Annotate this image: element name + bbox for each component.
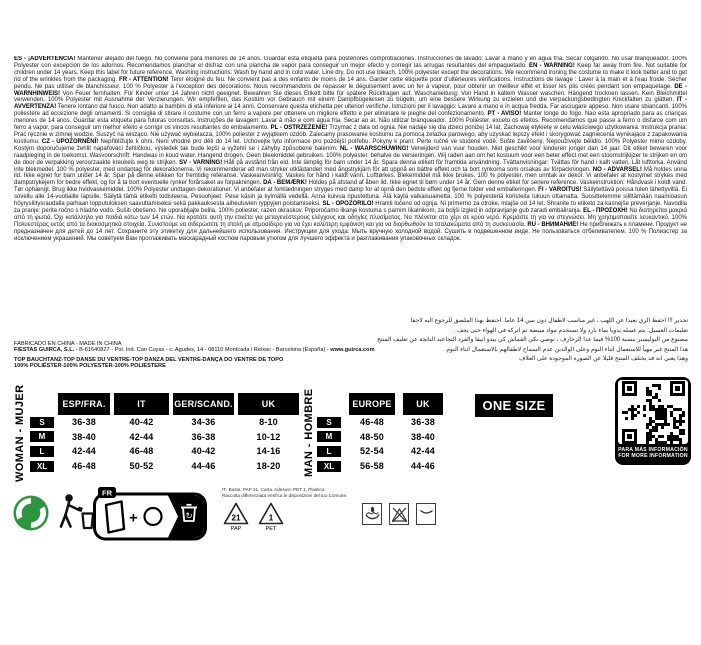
care-text-fi: Säilytettävä poissa tulen lähettyviltä. Ei sovellu alle 14-vuotiaille lapsille. Säilytä tämä etiketti todisteena. Pesuohjeet: Pese käsin ja kylmällä vedellä. Anna kuivua ripustettuna. Älä käytä valkaisuainetta. 100 % polyesteriä koristeita lukuun ottamatta. Suosittelemme silittämään naamioasun höyrysilitysraudalla parhaan lopputuloksen saavuttamiseksi sekä pakkauksesta aiheutuvien ryppyjen poistamiseksi. <box>14 187 687 208</box>
care-text-el: Να διατηρείται μακριά από τη φωτιά. Όχι κατάλληλο για παιδιά κάτω των 14 ετών. Να κρατάτε αυτή την ετικέτα για μεταγενέστερους ελέγχους και οδηγίες πλυσίματος. Να πλένεται στο χέρι σε κρύο νερό. Κρεμάστε τη για να στεγνώσει. Μη χρησιμοποιείτε λευκαντικό. 100% Πολυεστέρας εκτός από τα διακοσμητικά στοιχεία. Συνιστούμε να σιδερώσετε τη στολή με ατμοσίδερο για να έχει καλύτερη εμφάνιση και για να διορθωθούν τα τσαλακώματα από τη συσκευασία. <box>14 207 687 228</box>
care-text-es: Mantener alejado del fuego. No conviene para menores de 14 años. Guardar esta etiqueta para posteriores comprobaciones. Instrucciones de lavado: Lavar a mano y en agua fría. Secar colgando. No usar blanqueador. 100% Polyester con excepción de los adornos. Recomendamos planchar el disfraz con una plancha de vapor para conseguir un mejor efecto y corregir las arrugas resultantes del empaquetado. <box>14 56 687 69</box>
language-label-pl: PL - OSTRZEŻENIE! <box>270 125 328 132</box>
column-header: EUROPE <box>349 393 395 415</box>
language-label-es: ES - ¡ADVERTENCIA! <box>14 56 76 62</box>
size-value: 44-46 <box>191 461 216 472</box>
care-text-it: Tenere lontano dal fuoco. Non adatto ai bambini di età inferiore ai 14 anni. Conservare questa etichetta per ulteriori verifiche. Istruzioni per il lavaggio: Lavare a mano e in acqua fredda. Far asciugare appeso. Non usare sbiancanti. 100% poliestere ad eccezione degli ornamenti. Si consiglia di stirare il costume con un ferro a vapore per ottenere un migliore effetto e per eliminare le pieghe del confezionamento. <box>14 104 687 118</box>
care-text-cz: Nepřibližujte k ohni. Není vhodné pro děti do 14 let. Uchovejte tyto informace pro pozdější potřebu. Pokyny k praní: Perte ručně ve studené vodě. Sušte zavěšený. Nepoužívejte bělidlo. 100% Polyester mimo ozdoby. Kostým doporučujeme žehlit napařovací žehličkou, výsledek tak bude lepší a vyžehlí se i záhyby způsobené balením. <box>14 138 687 152</box>
fr-tab-label: FR <box>102 488 112 498</box>
language-label-en: EN - WARNING! <box>529 62 575 69</box>
language-label-nl: NL - WAARSCHUWING! <box>339 145 409 152</box>
size-value: 40-42 <box>129 417 154 428</box>
size-badge: M <box>317 431 341 442</box>
made-in-line: FABRICADO EN CHINA - MADE IN CHINA <box>14 341 122 347</box>
qr-code <box>622 381 685 444</box>
language-label-de: DE - WARNHINWEIS! <box>14 83 687 97</box>
arabic-line: هذا المنتج غير مهيأ للاستعمال اثناء النوم وعلى الوالدين عدم السماح لاطفالهم بالاستعمال اثناء النوم <box>446 346 688 353</box>
size-value: 46-48 <box>129 446 154 457</box>
care-text-da: Holdes på afstand af åben ild. Ikke egnet til børn under 14 år. Gem denne etiket for senere reference. Vaskeinstruktion: Håndvask i koldt vand. Tør ophængt. Brug ikke hvidvaskemiddel. 100% Polyester undtagen dekorationer. Vi anbefaler at forklædningen stryges med damp for at opnå den bedste effekt og fjerne folder ved emballeringen. <box>14 180 687 194</box>
size-value: 46-48 <box>359 417 385 428</box>
size-value: 18-20 <box>256 461 281 472</box>
care-text-sv: Håll på avstånd från eld. Inte lämplig för barn under 14 år. Spara denna etikett för framtida användning. Tvättanvisningar: Tvättas för hand i kallt vatten. Låt lufttorka. Använd inte blekmedel. 100 % polyester, med undantag för dekorationerna. Vi rekommenderar att man stryker utklädanden med ångstrykjärn för att uppnå en bättre effekt och ta bort rynkorna som orsakas av förpackningen. <box>14 159 687 173</box>
size-value: 44-46 <box>410 461 436 472</box>
size-value: 38-40 <box>71 431 97 442</box>
arabic-notice <box>338 317 688 365</box>
material-code-triangles <box>223 501 284 531</box>
size-value: 36-38 <box>191 431 216 442</box>
care-text-ru: Не приближать к пламени. Продукт не предназначен для детей до 14 лет. Сохраните эту этикетку для дальнейшего использования. Инструкции для ухода: Мыть вручную холодной водой. Сушить в подвешенном виде. Не пользоваться отбеливателем. 100 % Полиэстер за исключением украшений. Мы советуем Вам проглаживать маскарадный костюм паровым утюгом для лучшего эффекта и разглаживания упаковочных складок. <box>14 221 687 242</box>
one-size-badge: ONE SIZE <box>475 394 553 417</box>
qr-finder-icon <box>670 381 685 396</box>
origin-info <box>14 341 375 369</box>
tidyman-icon <box>57 492 95 541</box>
language-label-fr: FR - ATTENTION! <box>119 76 169 83</box>
arabic-line: وهذا يعني انه قد يختلف المنتج قليلا عن الصورة الموجودة على الغلاف <box>519 356 688 363</box>
recycling-triangle-pet-icon <box>258 501 284 531</box>
do-not-bleach-icon <box>389 503 409 525</box>
column-header: IT <box>114 393 169 415</box>
it-recycling-note <box>222 487 347 499</box>
care-text-pt: Manter longe do fogo. Nao esta apropriado para as crianças menores de 14 anos. Guardar esta etiqueta para futuras consultas. Instruções de lavagem: Lavar à mão e com água fria. Secar ao ar. Não utilizar branqueador. 100% Poliéster, exceto os efeitos. Recomendamos que passe a ferro o disfarce com um ferro a vapor, para conseguir um melhor efeito e corrigir os vincos resultantes do embalamento. <box>14 111 687 132</box>
qr-caption-es: PARA MÁS INFORMACIÓN <box>618 447 688 453</box>
size-chart-woman <box>30 392 299 473</box>
language-label-ru: RU - ВНИМАНИЕ! <box>527 221 579 228</box>
size-value: 38-40 <box>410 431 436 442</box>
care-text-sl: Hraniti ločeno od ognja. Ni primerno za otroke, mlajše od 14 let. Shranite to etiketo za kasnejše preverjanje. Navodila za pranje: perite ročno s hladno vodo. Sušiti obešeno. Ne uporabljajte belila. 100% poliester, razen okraskov. Priporočamo likanje kostuma s parnim likalnikom, za boljši izgled in odpravljanje gub zaradi embaliranja. <box>14 201 687 214</box>
arabic-line: مصنوع من البوليستر بنسبة 100% فيما عدا الزخارف ، نوصي بكي القماش كي يبدو انيقا والفرد التجاعيد الناتجة عن تغليف المنتج <box>377 337 688 344</box>
size-value: 46-48 <box>71 461 97 472</box>
size-badge: M <box>30 431 54 442</box>
hand-wash-icon <box>362 503 382 525</box>
triangle-number: 1 <box>268 513 274 523</box>
company-line <box>14 347 375 353</box>
care-text-nl: Verwijderd van vuur houden. Niet geschikt voor kinderen jonger dan 14 jaar. Dit etiket bewaren voor raadpleging in de toekomst. Wasvoorschrift: Handwas in koud water. Hangend drogen. Geen bleekmiddel gebruiken. 100% polyester, behalve de versieringen. Wij raden aan om het kostuum voor een beter effect met een stoomstrijkijzer te strijken en om de door de verpakking veroorzaakte kreukels weg te strijken. <box>14 145 687 166</box>
recycling-triangle-pap-icon <box>223 501 249 531</box>
size-value: 42-44 <box>129 431 154 442</box>
size-badge: XL <box>317 461 341 472</box>
company-name: FIESTAS GUIRCA, S.L. <box>14 347 75 353</box>
care-text-fr: Tenir éloigné du feu. Ne convient pas a des enfants de moins de 14 ans. Garder cette étiquette pour d'ultérieures vérifications. Instructions de lavage : Laver à la main et à l'eau froide. Sécher pendu. Ne pas utiliser de blanchisseur. 100 % Polyester à l'exception des décorations. Nous recommandons de repasser le déguisement avec un fer à vapeur, pour obtenir un meilleur effet et lisser les plis créés pendant son empaquetage. <box>14 76 687 90</box>
size-value: 48-50 <box>359 431 385 442</box>
language-label-sl: SL - OPOZORILO! <box>322 201 374 208</box>
column-header: GER/SCAND. <box>173 393 234 415</box>
column-header: UK <box>403 393 443 415</box>
size-value: 14-16 <box>256 446 281 457</box>
triman-sorting-icon <box>93 486 207 547</box>
size-badge: S <box>317 417 341 428</box>
size-value: 10-12 <box>256 431 281 442</box>
care-text-no: Må holdes unna ild. Ikke egnet for barn under 14 år. Spar på denne etikken for fremtidig referanse. Vaskeanvisning: Vaskes for hånd i kaldt vann. Lufttørkes. Blekemiddel må ikke brukes. 100 % polyester, men unntak av dekor. Vi anbefaler at kostymet strykes med dampstrykejern for bedre effekt, og for å ta bort eventuelle rynker forårsaket av forpakningen. <box>14 166 687 187</box>
size-value: 52-54 <box>359 446 385 457</box>
size-badge: XL <box>30 461 54 472</box>
language-label-el: EL - ΠΡΟΣΟΧΗ! <box>583 207 628 214</box>
size-value: 36-38 <box>410 417 436 428</box>
care-symbols <box>362 503 436 525</box>
language-label-fi: FI - VAROITUS! <box>538 187 582 194</box>
triangle-material: PAP <box>230 526 242 531</box>
arabic-line: تحذير !!! احفظ الزي بعيدا عن اللهب ، غير مناسب لاطفال دون سن 14 عاما. احتفظ بهذا الملصق للرجوع اليه لاحقا <box>410 318 688 324</box>
size-value: 36-38 <box>71 417 97 428</box>
green-dot-icon <box>13 495 49 536</box>
language-label-sv: SV - VARNING! <box>179 159 223 166</box>
size-value: 40-42 <box>191 446 216 457</box>
company-details: - B-61640827 - Pol. Ind. Can Cuyas - c. Agudes, 14 - 08110 Montcada i Reixac - Barcelona (España) - <box>74 347 331 353</box>
recycle-arrow-glyph: ↻ <box>185 511 193 522</box>
qr-finder-icon <box>622 381 637 396</box>
column-header: UK <box>238 393 299 415</box>
triangle-material: PET <box>265 526 277 531</box>
it-note-line2: Raccolta differenziata.Verifica le disposizioni del tuo Comune. <box>222 492 348 498</box>
language-label-it: IT - AVVERTENZA! <box>14 97 687 111</box>
language-label-da: DA - BEMÆRK! <box>263 180 307 187</box>
arabic-line: تعليمات الغسيل: يتم غسله يدويا بماء بارد ولا تستخدم مواد مبيضة ثم اتركه في الهواء حتى يجف . <box>453 327 688 334</box>
size-value: 8-10 <box>259 417 278 428</box>
woman-side-label: WOMAN - MUJER <box>14 384 26 482</box>
qr-background <box>618 380 688 444</box>
care-instructions-text <box>14 56 687 242</box>
column-header: ESP/FRA. <box>58 393 110 415</box>
language-label-no: NO - ADVARSEL! <box>592 166 642 173</box>
size-value: 42-44 <box>410 446 436 457</box>
size-badge: L <box>317 446 341 457</box>
website-text: www.guirca.com <box>330 347 375 353</box>
size-value: 56-58 <box>359 461 385 472</box>
triangle-number: 21 <box>231 513 241 523</box>
care-text-pl: Trzymać z dala od ognia. Nie nadaje się dla dzieci poniżej 14 lat. Zachowaj etykietę w celu właściwego użytkowania. Instrukcja prania: Prać ręcznie w zimnej wodzie. Suszyć na wisząco. Nie używać wybielacza. 100% poliester z wyjątkiem ozdób. Zalecamy prasowanie kostiumu za pomocą żelazka parowego, aby uzyskać lepszy efekt i skorygować zagniecenia wynikające z zapakowania kostiumu. <box>14 125 687 145</box>
size-value: 42-44 <box>71 446 97 457</box>
qr-info-block <box>615 377 691 465</box>
care-text-en: Keep far away from fire. Not suitable for children under 14 years. Keep this label for future reference. Washing instructions: Wash by hand and in cold water. Line dry. Do not use bleach. 100% polyester except the decorations. We recommend ironing the costume to make it look better and to get rid of the wrinkles from the packaging. <box>14 62 687 83</box>
size-badge: S <box>30 417 54 428</box>
circle-item-icon <box>145 508 162 525</box>
line-dry-icon <box>416 503 436 525</box>
size-chart-man <box>317 392 443 473</box>
size-value: 50-52 <box>129 461 154 472</box>
qr-finder-icon <box>622 429 637 444</box>
composition-line: 100% POLIÉSTER-100% POLYESTER-100% POLIESTERE <box>14 363 166 369</box>
language-label-cz: CZ - UPOZORNĚNÍ! <box>41 138 99 145</box>
man-side-label: MAN - HOMBRE <box>303 388 315 478</box>
language-label-pt: PT - AVISO! <box>487 111 522 118</box>
leaflet-icon <box>106 502 124 533</box>
it-note-line1: IT- Busta: PAP 21, Carta. Adesivo: PET 1, Plastica <box>222 487 325 492</box>
care-text-de: Von Feuer fernhalten. Für Kinder unter 14 Jahren nicht geeignet. Bewahren Sie dieses Etikett bitte für spätere Rückfragen auf. Waschanleitung: Von Hand in kaltem Wasser waschen. Hängend trocknen lassen. Kein Bleichmittel verwenden. 100% Polyester mit Ausnahme der Verzierungen. Wir empfehlen, das Kostüm vor Gebrauch mit einem Dampfbügeleisen zu bügeln, um eine bessere Wirkung zu erzielen und die verpackungsbedingten Knickfalten zu glätten. <box>14 90 687 104</box>
qr-caption-en: FOR MORE INFORMATION <box>618 453 688 460</box>
qr-caption <box>618 447 688 460</box>
plus-sign: + <box>129 509 138 527</box>
size-value: 34-36 <box>191 417 216 428</box>
size-badge: L <box>30 446 54 457</box>
product-name-line: TOP BAUCHTANZ-TOP DANSE DU VENTRE-TOP DANZA DEL VENTRE-DANÇA DO VENTRE DE TOPO <box>14 357 284 363</box>
